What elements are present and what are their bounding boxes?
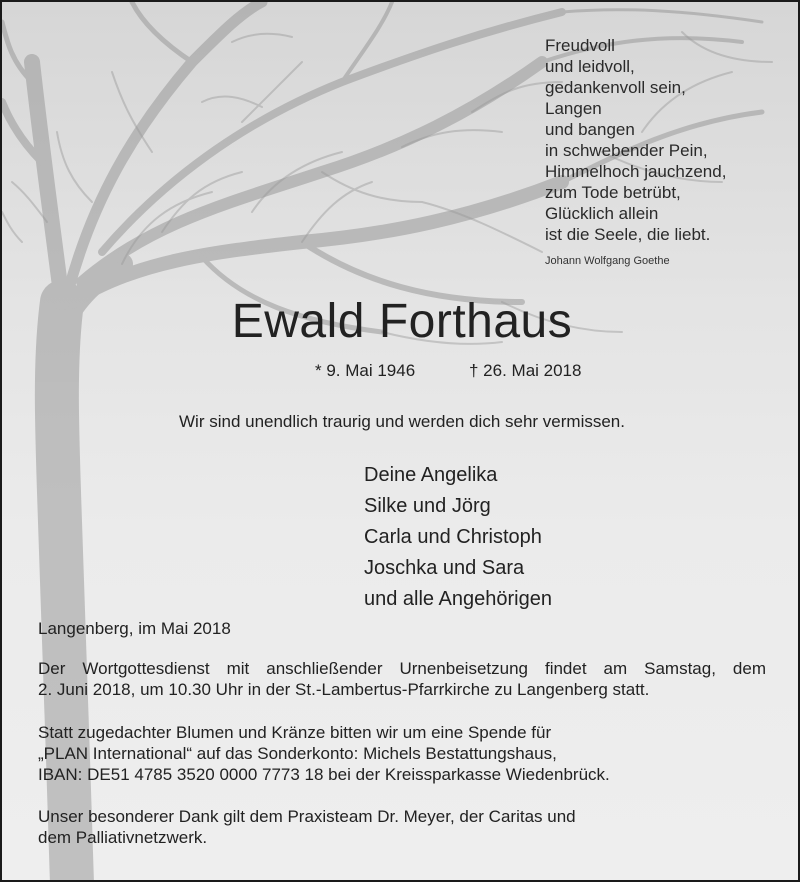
poem-line: in schwebender Pein, [545,141,708,160]
birth-date: * 9. Mai 1946 [315,361,416,380]
service-line: 2. Juni 2018, um 10.30 Uhr in der St.-Lambertus-Pfarrkirche zu Langenberg statt. [38,680,650,699]
thanks-info [38,806,766,848]
farewell-message: Wir sind unendlich traurig und werden dich sehr vermissen. [179,412,625,431]
mourners-list [364,460,552,615]
mourner-name: Carla und Christoph [364,526,542,548]
donation-line: IBAN: DE51 4785 3520 0000 7773 18 bei der Kreissparkasse Wiedenbrück. [38,765,610,784]
thanks-line: dem Palliativnetzwerk. [38,828,208,847]
poem-line: und bangen [545,120,635,139]
poem-line: ist die Seele, die liebt. [545,225,711,244]
service-line: Der Wortgottesdienst mit anschließender Urnenbeisetzung findet am Samstag, dem [38,659,766,678]
poem-line: Glücklich allein [545,204,659,223]
poem-line: Himmelhoch jauchzend, [545,162,727,181]
donation-line: Statt zugedachter Blumen und Kränze bitten wir um eine Spende für [38,723,552,742]
death-date: † 26. Mai 2018 [469,361,582,380]
place-and-date: Langenberg, im Mai 2018 [38,619,231,638]
poem-line: und leidvoll, [545,57,635,76]
service-info [38,658,766,700]
poem-line: Langen [545,99,602,118]
deceased-name: Ewald Forthaus [231,295,573,348]
poem-line: zum Tode betrübt, [545,183,681,202]
poem [545,35,726,245]
mourner-name: Deine Angelika [364,464,498,486]
poem-line: Freudvoll [545,36,615,55]
mourner-name: und alle Angehörigen [364,588,552,610]
poem-line: gedankenvoll sein, [545,78,686,97]
poem-author: Johann Wolfgang Goethe [545,255,670,267]
thanks-line: Unser besonderer Dank gilt dem Praxisteam Dr. Meyer, der Caritas und [38,807,576,826]
mourner-name: Silke und Jörg [364,495,491,517]
mourner-name: Joschka und Sara [364,557,525,579]
donation-info [38,722,766,785]
donation-line: „PLAN International“ auf das Sonderkonto: Michels Bestattungshaus, [38,744,557,763]
